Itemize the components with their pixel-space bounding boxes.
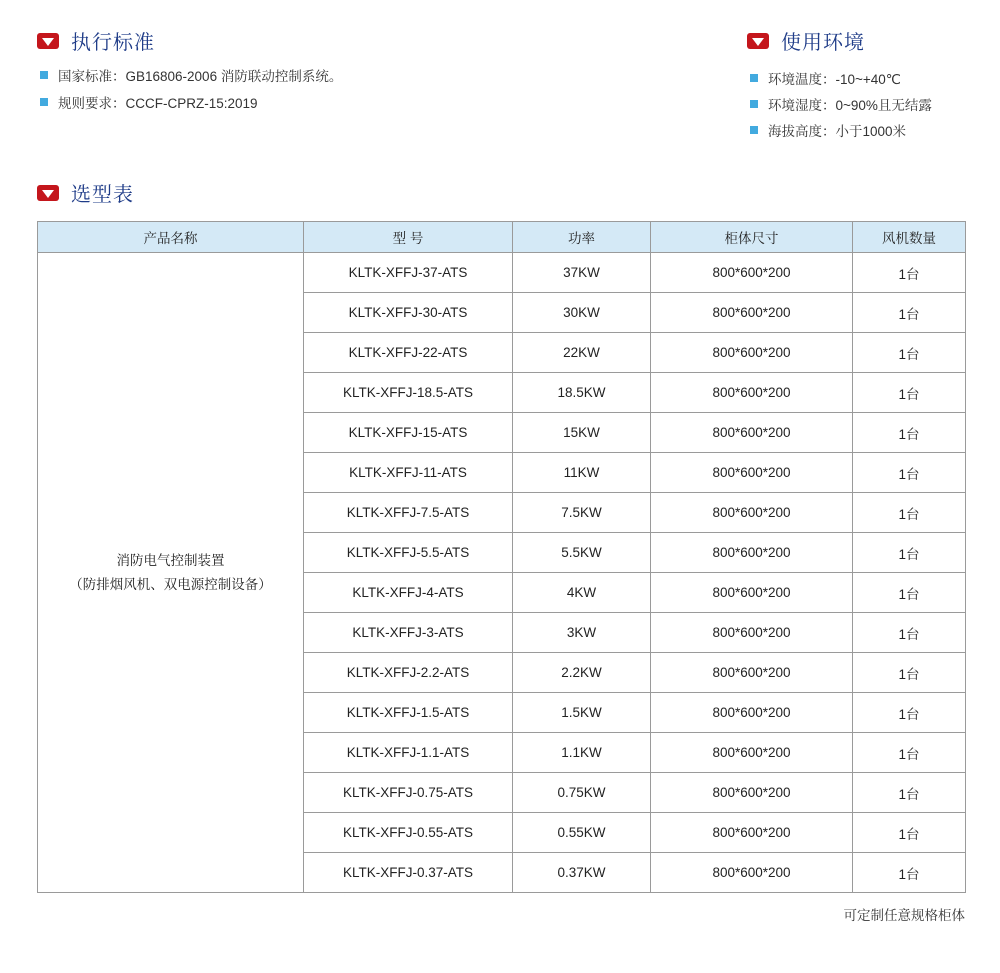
size-cell: 800*600*200 xyxy=(651,653,853,693)
triangle-down-icon xyxy=(37,185,59,201)
size-cell: 800*600*200 xyxy=(651,453,853,493)
selection-table xyxy=(37,221,966,893)
power-cell: 18.5KW xyxy=(513,373,651,413)
model-cell: KLTK-XFFJ-18.5-ATS xyxy=(304,373,513,413)
square-bullet-icon xyxy=(750,74,758,82)
model-cell: KLTK-XFFJ-37-ATS xyxy=(304,253,513,293)
model-cell: KLTK-XFFJ-7.5-ATS xyxy=(304,493,513,533)
fans-cell: 1台 xyxy=(853,733,966,773)
standards-title: 执行标准 xyxy=(71,30,155,54)
list-item: 国家标准：GB16806-2006 消防联动控制系统。 xyxy=(40,61,342,88)
power-cell: 1.5KW xyxy=(513,693,651,733)
model-cell: KLTK-XFFJ-0.55-ATS xyxy=(304,813,513,853)
fans-cell: 1台 xyxy=(853,333,966,373)
size-cell: 800*600*200 xyxy=(651,333,853,373)
column-header-power: 功率 xyxy=(513,222,651,253)
power-cell: 7.5KW xyxy=(513,493,651,533)
selection-heading xyxy=(37,178,134,207)
model-cell: KLTK-XFFJ-1.1-ATS xyxy=(304,733,513,773)
fans-cell: 1台 xyxy=(853,653,966,693)
power-cell: 30KW xyxy=(513,293,651,333)
power-cell: 0.55KW xyxy=(513,813,651,853)
product-name-cell xyxy=(38,253,304,893)
square-bullet-icon xyxy=(750,126,758,134)
size-cell: 800*600*200 xyxy=(651,853,853,893)
size-cell: 800*600*200 xyxy=(651,413,853,453)
column-header-product: 产品名称 xyxy=(38,222,304,253)
column-header-fans: 风机数量 xyxy=(853,222,966,253)
model-cell: KLTK-XFFJ-1.5-ATS xyxy=(304,693,513,733)
table-row xyxy=(38,253,966,293)
model-cell: KLTK-XFFJ-0.37-ATS xyxy=(304,853,513,893)
model-cell: KLTK-XFFJ-5.5-ATS xyxy=(304,533,513,573)
power-cell: 11KW xyxy=(513,453,651,493)
list-item: 环境湿度：0~90%且无结露 xyxy=(750,91,932,117)
size-cell: 800*600*200 xyxy=(651,773,853,813)
fans-cell: 1台 xyxy=(853,773,966,813)
power-cell: 2.2KW xyxy=(513,653,651,693)
product-name-line: （防排烟风机、双电源控制设备） xyxy=(69,576,272,592)
standards-list xyxy=(40,61,342,115)
model-cell: KLTK-XFFJ-30-ATS xyxy=(304,293,513,333)
selection-title: 选型表 xyxy=(71,182,134,206)
square-bullet-icon xyxy=(750,100,758,108)
power-cell: 15KW xyxy=(513,413,651,453)
list-item: 环境温度：-10~+40℃ xyxy=(750,65,932,91)
model-cell: KLTK-XFFJ-4-ATS xyxy=(304,573,513,613)
model-cell: KLTK-XFFJ-15-ATS xyxy=(304,413,513,453)
fans-cell: 1台 xyxy=(853,533,966,573)
fans-cell: 1台 xyxy=(853,693,966,733)
column-header-model: 型 号 xyxy=(304,222,513,253)
list-item: 海拔高度：小于1000米 xyxy=(750,117,932,143)
power-cell: 0.75KW xyxy=(513,773,651,813)
product-name-line: 消防电气控制装置 xyxy=(116,552,225,568)
model-cell: KLTK-XFFJ-11-ATS xyxy=(304,453,513,493)
model-cell: KLTK-XFFJ-0.75-ATS xyxy=(304,773,513,813)
fans-cell: 1台 xyxy=(853,613,966,653)
environment-title: 使用环境 xyxy=(781,30,865,54)
fans-cell: 1台 xyxy=(853,493,966,533)
fans-cell: 1台 xyxy=(853,813,966,853)
triangle-down-icon xyxy=(747,33,769,49)
square-bullet-icon xyxy=(40,71,48,79)
model-cell: KLTK-XFFJ-2.2-ATS xyxy=(304,653,513,693)
size-cell: 800*600*200 xyxy=(651,253,853,293)
size-cell: 800*600*200 xyxy=(651,693,853,733)
fans-cell: 1台 xyxy=(853,413,966,453)
list-item: 规则要求：CCCF-CPRZ-15:2019 xyxy=(40,88,342,115)
fans-cell: 1台 xyxy=(853,573,966,613)
size-cell: 800*600*200 xyxy=(651,493,853,533)
power-cell: 3KW xyxy=(513,613,651,653)
size-cell: 800*600*200 xyxy=(651,733,853,773)
power-cell: 4KW xyxy=(513,573,651,613)
triangle-down-icon xyxy=(37,33,59,49)
fans-cell: 1台 xyxy=(853,853,966,893)
size-cell: 800*600*200 xyxy=(651,293,853,333)
model-cell: KLTK-XFFJ-22-ATS xyxy=(304,333,513,373)
size-cell: 800*600*200 xyxy=(651,613,853,653)
standards-heading xyxy=(37,26,155,55)
fans-cell: 1台 xyxy=(853,373,966,413)
customization-note: 可定制任意规格柜体 xyxy=(843,908,965,923)
environment-list xyxy=(750,65,932,143)
size-cell: 800*600*200 xyxy=(651,813,853,853)
power-cell: 37KW xyxy=(513,253,651,293)
table-header-row xyxy=(38,222,966,253)
size-cell: 800*600*200 xyxy=(651,573,853,613)
square-bullet-icon xyxy=(40,98,48,106)
fans-cell: 1台 xyxy=(853,453,966,493)
model-cell: KLTK-XFFJ-3-ATS xyxy=(304,613,513,653)
size-cell: 800*600*200 xyxy=(651,373,853,413)
power-cell: 5.5KW xyxy=(513,533,651,573)
power-cell: 0.37KW xyxy=(513,853,651,893)
column-header-size: 柜体尺寸 xyxy=(651,222,853,253)
fans-cell: 1台 xyxy=(853,293,966,333)
power-cell: 22KW xyxy=(513,333,651,373)
environment-heading xyxy=(747,26,865,55)
size-cell: 800*600*200 xyxy=(651,533,853,573)
power-cell: 1.1KW xyxy=(513,733,651,773)
fans-cell: 1台 xyxy=(853,253,966,293)
